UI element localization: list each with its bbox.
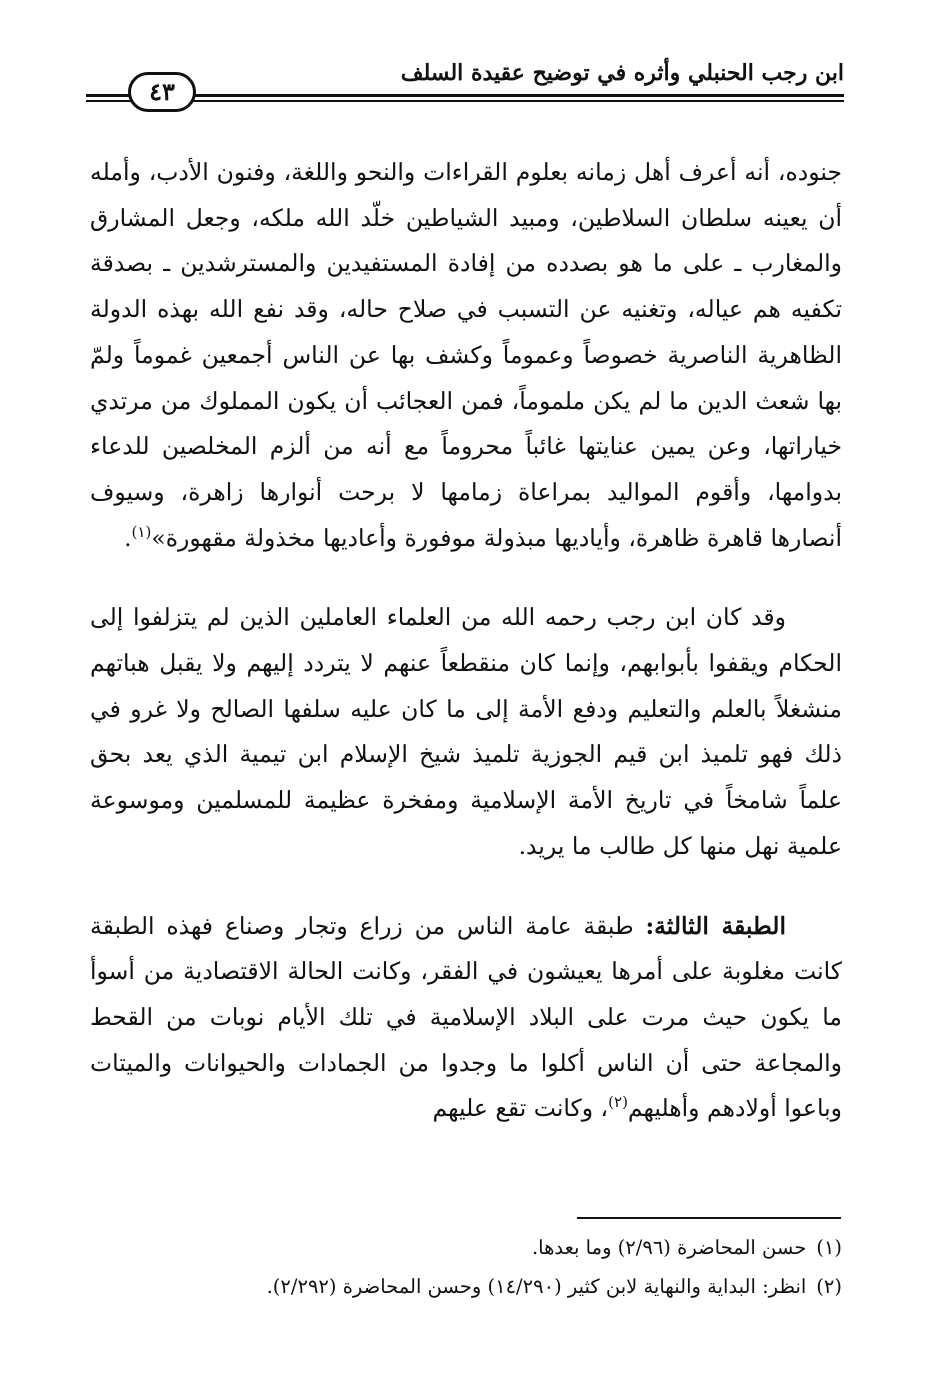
footnote-text: انظر: البداية والنهاية لابن كثير (١٤/٢٩٠) وحسن المحاضرة (٢/٢٩٢). — [266, 1275, 807, 1298]
footnote-1 — [102, 1228, 842, 1267]
paragraph-3 — [90, 904, 842, 1133]
footnote-2 — [102, 1267, 842, 1306]
footnote-text: حسن المحاضرة (٢/٩٦) وما بعدها. — [531, 1236, 807, 1259]
paragraph-2: وقد كان ابن رجب رحمه الله من العلماء العاملين الذين لم يتزلفوا إلى الحكام ويقفوا بأبوابهم، وإنما كان منقطعاً عنهم لا يتردد إليهم ولا يقبل هباتهم منشغلاً بالعلم والتعليم ودفع الأمة إلى ما كان عليه سلفها الصالح ولا غرو في ذلك فهو تلميذ ابن قيم الجوزية تلميذ شيخ الإسلام ابن تيمية الذي يعد بحق علماً شامخاً في تاريخ الأمة الإسلامية ومفخرة عظيمة للمسلمين وموسوعة علمية نهل منها كل طالب ما يريد. — [90, 603, 842, 860]
paragraph-3-continuation: ، وكانت تقع عليهم — [432, 1094, 609, 1123]
paragraph-1-end: . — [124, 523, 132, 552]
footnote-separator — [577, 1217, 841, 1219]
footnote-number: (٢) — [816, 1275, 842, 1298]
header-title: ابن رجب الحنبلي وأثره في توضيح عقيدة السلف — [400, 60, 844, 86]
section-lead: الطبقة الثالثة: — [645, 911, 786, 940]
footnotes — [102, 1228, 842, 1306]
running-header — [86, 54, 844, 116]
paragraph-1 — [90, 150, 842, 561]
footnote-ref-1: (١) — [131, 522, 152, 541]
paragraph-3-text: طبقة عامة الناس من زراع وتجار وصناع فهذه الطبقة كانت مغلوبة على أمرها يعيشون في الفقر، وكانت الحالة الاقتصادية من أسوأ ما يكون حيث مرت على البلاد الإسلامية في تلك الأيام نوبات من القحط والمجاعة حتى أن الناس أكلوا ما وجدوا من الجمادات والحيوانات والميتات وباعوا أولادهم وأهليهم — [90, 911, 842, 1123]
footnote-ref-2: (٢) — [608, 1093, 628, 1112]
footnote-number: (١) — [816, 1236, 842, 1259]
main-text — [90, 150, 842, 1132]
header-rule-double — [86, 100, 844, 102]
page-number: ٤٣ — [128, 72, 196, 112]
paragraph-1-text: جنوده، أنه أعرف أهل زمانه بعلوم القراءات والنحو واللغة، وفنون الأدب، وأمله أن يعينه سلطان السلاطين، ومبيد الشياطين خلّد الله ملكه، وجعل المشارق والمغارب ـ على ما هو بصدده من إفادة المستفيدين والمسترشدين ـ بصدقة تكفيه هم عياله، وتغنيه عن التسبب في صلاح حاله، وقد نفع الله بهذه الدولة الظاهرية الناصرية خصوصاً وعموماً وكشف بها عن الناس أجمعين غموماً ولمّ بها شعث الدين ما لم يكن ملموماً، فمن العجائب أن يكون المملوك من مرتدي خياراتها، وعن يمين عنايتها غائباً محروماً مع أنه من ألزم المخلصين للدعاء بدوامها، وأقوم المواليد بمراعاة زمامها لا برحت أنوارها زاهرة، وسيوف أنصارها قاهرة ظاهرة، وأياديها مبذولة موفورة وأعاديها مخذولة مقهورة» — [90, 158, 842, 552]
header-rule — [86, 94, 844, 97]
